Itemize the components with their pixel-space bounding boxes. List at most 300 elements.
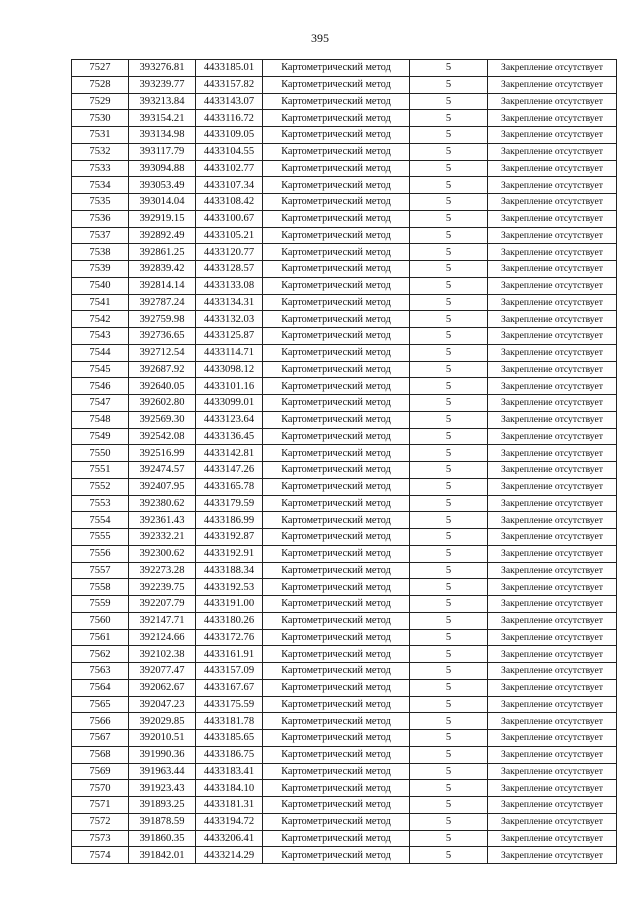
table-row (72, 713, 617, 730)
table-row (72, 60, 617, 77)
accuracy-cell: 5 (410, 428, 488, 445)
accuracy-cell: 5 (410, 160, 488, 177)
method-cell: Картометрический метод (263, 428, 410, 445)
y-coordinate-cell: 4433157.09 (196, 663, 263, 680)
fixing-note-cell: Закрепление отсутствует (488, 830, 617, 847)
x-coordinate-cell: 391990.36 (129, 746, 196, 763)
y-coordinate-cell: 4433192.91 (196, 545, 263, 562)
table-row (72, 93, 617, 110)
accuracy-cell: 5 (410, 780, 488, 797)
accuracy-cell: 5 (410, 177, 488, 194)
accuracy-cell: 5 (410, 646, 488, 663)
table-row (72, 763, 617, 780)
method-cell: Картометрический метод (263, 60, 410, 77)
y-coordinate-cell: 4433186.75 (196, 746, 263, 763)
fixing-note-cell: Закрепление отсутствует (488, 311, 617, 328)
y-coordinate-cell: 4433108.42 (196, 194, 263, 211)
method-cell: Картометрический метод (263, 663, 410, 680)
x-coordinate-cell: 392239.75 (129, 579, 196, 596)
method-cell: Картометрический метод (263, 629, 410, 646)
method-cell: Картометрический метод (263, 495, 410, 512)
fixing-note-cell: Закрепление отсутствует (488, 562, 617, 579)
y-coordinate-cell: 4433181.31 (196, 797, 263, 814)
point-number-cell: 7550 (72, 445, 129, 462)
point-number-cell: 7563 (72, 663, 129, 680)
point-number-cell: 7565 (72, 696, 129, 713)
table-row (72, 160, 617, 177)
x-coordinate-cell: 392380.62 (129, 495, 196, 512)
accuracy-cell: 5 (410, 294, 488, 311)
x-coordinate-cell: 392919.15 (129, 210, 196, 227)
point-number-cell: 7572 (72, 813, 129, 830)
point-number-cell: 7554 (72, 512, 129, 529)
y-coordinate-cell: 4433120.77 (196, 244, 263, 261)
fixing-note-cell: Закрепление отсутствует (488, 93, 617, 110)
fixing-note-cell: Закрепление отсутствует (488, 529, 617, 546)
x-coordinate-cell: 393134.98 (129, 127, 196, 144)
table-row (72, 612, 617, 629)
method-cell: Картометрический метод (263, 127, 410, 144)
table-row (72, 378, 617, 395)
y-coordinate-cell: 4433125.87 (196, 328, 263, 345)
accuracy-cell: 5 (410, 679, 488, 696)
accuracy-cell: 5 (410, 143, 488, 160)
x-coordinate-cell: 392569.30 (129, 411, 196, 428)
fixing-note-cell: Закрепление отсутствует (488, 545, 617, 562)
accuracy-cell: 5 (410, 579, 488, 596)
method-cell: Картометрический метод (263, 545, 410, 562)
y-coordinate-cell: 4433167.67 (196, 679, 263, 696)
point-number-cell: 7568 (72, 746, 129, 763)
y-coordinate-cell: 4433161.91 (196, 646, 263, 663)
method-cell: Картометрический метод (263, 529, 410, 546)
table-row (72, 629, 617, 646)
table-row (72, 646, 617, 663)
y-coordinate-cell: 4433192.87 (196, 529, 263, 546)
y-coordinate-cell: 4433114.71 (196, 344, 263, 361)
x-coordinate-cell: 392736.65 (129, 328, 196, 345)
accuracy-cell: 5 (410, 76, 488, 93)
method-cell: Картометрический метод (263, 361, 410, 378)
accuracy-cell: 5 (410, 545, 488, 562)
x-coordinate-cell: 393117.79 (129, 143, 196, 160)
accuracy-cell: 5 (410, 746, 488, 763)
y-coordinate-cell: 4433157.82 (196, 76, 263, 93)
y-coordinate-cell: 4433143.07 (196, 93, 263, 110)
method-cell: Картометрический метод (263, 261, 410, 278)
table-row (72, 328, 617, 345)
method-cell: Картометрический метод (263, 143, 410, 160)
y-coordinate-cell: 4433104.55 (196, 143, 263, 160)
fixing-note-cell: Закрепление отсутствует (488, 596, 617, 613)
accuracy-cell: 5 (410, 529, 488, 546)
table-row (72, 545, 617, 562)
fixing-note-cell: Закрепление отсутствует (488, 244, 617, 261)
point-number-cell: 7574 (72, 847, 129, 864)
point-number-cell: 7557 (72, 562, 129, 579)
y-coordinate-cell: 4433123.64 (196, 411, 263, 428)
y-coordinate-cell: 4433191.00 (196, 596, 263, 613)
x-coordinate-cell: 392361.43 (129, 512, 196, 529)
y-coordinate-cell: 4433185.65 (196, 730, 263, 747)
accuracy-cell: 5 (410, 495, 488, 512)
fixing-note-cell: Закрепление отсутствует (488, 395, 617, 412)
table-row (72, 478, 617, 495)
method-cell: Картометрический метод (263, 344, 410, 361)
fixing-note-cell: Закрепление отсутствует (488, 277, 617, 294)
x-coordinate-cell: 392516.99 (129, 445, 196, 462)
accuracy-cell: 5 (410, 830, 488, 847)
y-coordinate-cell: 4433180.26 (196, 612, 263, 629)
table-row (72, 512, 617, 529)
fixing-note-cell: Закрепление отсутствует (488, 512, 617, 529)
point-number-cell: 7549 (72, 428, 129, 445)
accuracy-cell: 5 (410, 730, 488, 747)
point-number-cell: 7528 (72, 76, 129, 93)
accuracy-cell: 5 (410, 60, 488, 77)
table-row (72, 428, 617, 445)
point-number-cell: 7553 (72, 495, 129, 512)
accuracy-cell: 5 (410, 328, 488, 345)
accuracy-cell: 5 (410, 378, 488, 395)
fixing-note-cell: Закрепление отсутствует (488, 428, 617, 445)
fixing-note-cell: Закрепление отсутствует (488, 629, 617, 646)
y-coordinate-cell: 4433186.99 (196, 512, 263, 529)
table-row (72, 294, 617, 311)
table-row (72, 411, 617, 428)
fixing-note-cell: Закрепление отсутствует (488, 261, 617, 278)
y-coordinate-cell: 4433185.01 (196, 60, 263, 77)
fixing-note-cell: Закрепление отсутствует (488, 495, 617, 512)
x-coordinate-cell: 393276.81 (129, 60, 196, 77)
point-number-cell: 7529 (72, 93, 129, 110)
point-number-cell: 7532 (72, 143, 129, 160)
y-coordinate-cell: 4433165.78 (196, 478, 263, 495)
method-cell: Картометрический метод (263, 227, 410, 244)
table-row (72, 830, 617, 847)
fixing-note-cell: Закрепление отсутствует (488, 210, 617, 227)
method-cell: Картометрический метод (263, 746, 410, 763)
accuracy-cell: 5 (410, 244, 488, 261)
accuracy-cell: 5 (410, 612, 488, 629)
x-coordinate-cell: 392273.28 (129, 562, 196, 579)
accuracy-cell: 5 (410, 311, 488, 328)
fixing-note-cell: Закрепление отсутствует (488, 797, 617, 814)
y-coordinate-cell: 4433101.16 (196, 378, 263, 395)
accuracy-cell: 5 (410, 629, 488, 646)
table-row (72, 495, 617, 512)
y-coordinate-cell: 4433192.53 (196, 579, 263, 596)
point-number-cell: 7543 (72, 328, 129, 345)
table-row (72, 679, 617, 696)
accuracy-cell: 5 (410, 713, 488, 730)
table-row (72, 143, 617, 160)
point-number-cell: 7559 (72, 596, 129, 613)
table-row (72, 311, 617, 328)
coordinates-table-body (72, 60, 617, 864)
x-coordinate-cell: 391923.43 (129, 780, 196, 797)
fixing-note-cell: Закрепление отсутствует (488, 813, 617, 830)
method-cell: Картометрический метод (263, 210, 410, 227)
point-number-cell: 7527 (72, 60, 129, 77)
accuracy-cell: 5 (410, 562, 488, 579)
y-coordinate-cell: 4433179.59 (196, 495, 263, 512)
table-row (72, 210, 617, 227)
y-coordinate-cell: 4433132.03 (196, 311, 263, 328)
method-cell: Картометрический метод (263, 76, 410, 93)
fixing-note-cell: Закрепление отсутствует (488, 344, 617, 361)
fixing-note-cell: Закрепление отсутствует (488, 110, 617, 127)
accuracy-cell: 5 (410, 445, 488, 462)
table-row (72, 780, 617, 797)
method-cell: Картометрический метод (263, 277, 410, 294)
accuracy-cell: 5 (410, 462, 488, 479)
table-row (72, 596, 617, 613)
y-coordinate-cell: 4433105.21 (196, 227, 263, 244)
fixing-note-cell: Закрепление отсутствует (488, 194, 617, 211)
fixing-note-cell: Закрепление отсутствует (488, 679, 617, 696)
method-cell: Картометрический метод (263, 562, 410, 579)
fixing-note-cell: Закрепление отсутствует (488, 177, 617, 194)
fixing-note-cell: Закрепление отсутствует (488, 730, 617, 747)
fixing-note-cell: Закрепление отсутствует (488, 746, 617, 763)
table-row (72, 261, 617, 278)
point-number-cell: 7562 (72, 646, 129, 663)
method-cell: Картометрический метод (263, 646, 410, 663)
table-row (72, 579, 617, 596)
x-coordinate-cell: 392300.62 (129, 545, 196, 562)
x-coordinate-cell: 392332.21 (129, 529, 196, 546)
table-row (72, 813, 617, 830)
point-number-cell: 7544 (72, 344, 129, 361)
table-row (72, 395, 617, 412)
method-cell: Картометрический метод (263, 177, 410, 194)
method-cell: Картометрический метод (263, 713, 410, 730)
x-coordinate-cell: 392077.47 (129, 663, 196, 680)
fixing-note-cell: Закрепление отсутствует (488, 127, 617, 144)
x-coordinate-cell: 393014.04 (129, 194, 196, 211)
fixing-note-cell: Закрепление отсутствует (488, 411, 617, 428)
y-coordinate-cell: 4433134.31 (196, 294, 263, 311)
accuracy-cell: 5 (410, 194, 488, 211)
method-cell: Картометрический метод (263, 294, 410, 311)
x-coordinate-cell: 392892.49 (129, 227, 196, 244)
x-coordinate-cell: 393154.21 (129, 110, 196, 127)
table-row (72, 445, 617, 462)
method-cell: Картометрический метод (263, 797, 410, 814)
method-cell: Картометрический метод (263, 110, 410, 127)
method-cell: Картометрический метод (263, 395, 410, 412)
y-coordinate-cell: 4433206.41 (196, 830, 263, 847)
table-row (72, 227, 617, 244)
method-cell: Картометрический метод (263, 378, 410, 395)
y-coordinate-cell: 4433184.10 (196, 780, 263, 797)
x-coordinate-cell: 392712.54 (129, 344, 196, 361)
y-coordinate-cell: 4433172.76 (196, 629, 263, 646)
method-cell: Картометрический метод (263, 763, 410, 780)
method-cell: Картометрический метод (263, 93, 410, 110)
fixing-note-cell: Закрепление отсутствует (488, 445, 617, 462)
point-number-cell: 7569 (72, 763, 129, 780)
accuracy-cell: 5 (410, 361, 488, 378)
fixing-note-cell: Закрепление отсутствует (488, 328, 617, 345)
point-number-cell: 7547 (72, 395, 129, 412)
method-cell: Картометрический метод (263, 462, 410, 479)
x-coordinate-cell: 392207.79 (129, 596, 196, 613)
table-row (72, 696, 617, 713)
point-number-cell: 7530 (72, 110, 129, 127)
accuracy-cell: 5 (410, 696, 488, 713)
fixing-note-cell: Закрепление отсутствует (488, 462, 617, 479)
y-coordinate-cell: 4433133.08 (196, 277, 263, 294)
fixing-note-cell: Закрепление отсутствует (488, 663, 617, 680)
accuracy-cell: 5 (410, 110, 488, 127)
x-coordinate-cell: 391842.01 (129, 847, 196, 864)
table-row (72, 746, 617, 763)
x-coordinate-cell: 392029.85 (129, 713, 196, 730)
fixing-note-cell: Закрепление отсутствует (488, 713, 617, 730)
table-row (72, 847, 617, 864)
table-row (72, 361, 617, 378)
accuracy-cell: 5 (410, 813, 488, 830)
x-coordinate-cell: 392861.25 (129, 244, 196, 261)
method-cell: Картометрический метод (263, 596, 410, 613)
y-coordinate-cell: 4433098.12 (196, 361, 263, 378)
fixing-note-cell: Закрепление отсутствует (488, 780, 617, 797)
method-cell: Картометрический метод (263, 160, 410, 177)
method-cell: Картометрический метод (263, 244, 410, 261)
x-coordinate-cell: 392687.92 (129, 361, 196, 378)
fixing-note-cell: Закрепление отсутствует (488, 227, 617, 244)
x-coordinate-cell: 392542.08 (129, 428, 196, 445)
coordinates-table (71, 59, 617, 864)
fixing-note-cell: Закрепление отсутствует (488, 696, 617, 713)
y-coordinate-cell: 4433102.77 (196, 160, 263, 177)
table-row (72, 194, 617, 211)
table-row (72, 344, 617, 361)
accuracy-cell: 5 (410, 411, 488, 428)
point-number-cell: 7534 (72, 177, 129, 194)
x-coordinate-cell: 391878.59 (129, 813, 196, 830)
fixing-note-cell: Закрепление отсутствует (488, 478, 617, 495)
y-coordinate-cell: 4433142.81 (196, 445, 263, 462)
table-row (72, 110, 617, 127)
table-row (72, 562, 617, 579)
x-coordinate-cell: 393053.49 (129, 177, 196, 194)
fixing-note-cell: Закрепление отсутствует (488, 361, 617, 378)
point-number-cell: 7555 (72, 529, 129, 546)
method-cell: Картометрический метод (263, 612, 410, 629)
point-number-cell: 7546 (72, 378, 129, 395)
method-cell: Картометрический метод (263, 679, 410, 696)
x-coordinate-cell: 392102.38 (129, 646, 196, 663)
y-coordinate-cell: 4433175.59 (196, 696, 263, 713)
method-cell: Картометрический метод (263, 696, 410, 713)
method-cell: Картометрический метод (263, 813, 410, 830)
accuracy-cell: 5 (410, 261, 488, 278)
point-number-cell: 7552 (72, 478, 129, 495)
method-cell: Картометрический метод (263, 512, 410, 529)
point-number-cell: 7558 (72, 579, 129, 596)
fixing-note-cell: Закрепление отсутствует (488, 294, 617, 311)
x-coordinate-cell: 392124.66 (129, 629, 196, 646)
x-coordinate-cell: 393094.88 (129, 160, 196, 177)
accuracy-cell: 5 (410, 797, 488, 814)
accuracy-cell: 5 (410, 93, 488, 110)
point-number-cell: 7556 (72, 545, 129, 562)
accuracy-cell: 5 (410, 395, 488, 412)
method-cell: Картометрический метод (263, 847, 410, 864)
accuracy-cell: 5 (410, 127, 488, 144)
y-coordinate-cell: 4433099.01 (196, 395, 263, 412)
accuracy-cell: 5 (410, 512, 488, 529)
accuracy-cell: 5 (410, 596, 488, 613)
y-coordinate-cell: 4433107.34 (196, 177, 263, 194)
fixing-note-cell: Закрепление отсутствует (488, 60, 617, 77)
y-coordinate-cell: 4433181.78 (196, 713, 263, 730)
x-coordinate-cell: 392759.98 (129, 311, 196, 328)
point-number-cell: 7533 (72, 160, 129, 177)
accuracy-cell: 5 (410, 763, 488, 780)
fixing-note-cell: Закрепление отсутствует (488, 378, 617, 395)
y-coordinate-cell: 4433109.05 (196, 127, 263, 144)
point-number-cell: 7535 (72, 194, 129, 211)
point-number-cell: 7542 (72, 311, 129, 328)
fixing-note-cell: Закрепление отсутствует (488, 612, 617, 629)
x-coordinate-cell: 392814.14 (129, 277, 196, 294)
accuracy-cell: 5 (410, 847, 488, 864)
y-coordinate-cell: 4433100.67 (196, 210, 263, 227)
fixing-note-cell: Закрепление отсутствует (488, 847, 617, 864)
x-coordinate-cell: 392407.95 (129, 478, 196, 495)
accuracy-cell: 5 (410, 344, 488, 361)
point-number-cell: 7566 (72, 713, 129, 730)
method-cell: Картометрический метод (263, 445, 410, 462)
fixing-note-cell: Закрепление отсутствует (488, 646, 617, 663)
page-number: 395 (311, 31, 329, 45)
table-row (72, 277, 617, 294)
method-cell: Картометрический метод (263, 194, 410, 211)
point-number-cell: 7531 (72, 127, 129, 144)
x-coordinate-cell: 391893.25 (129, 797, 196, 814)
x-coordinate-cell: 392640.05 (129, 378, 196, 395)
point-number-cell: 7539 (72, 261, 129, 278)
x-coordinate-cell: 392062.67 (129, 679, 196, 696)
x-coordinate-cell: 391860.35 (129, 830, 196, 847)
point-number-cell: 7571 (72, 797, 129, 814)
accuracy-cell: 5 (410, 478, 488, 495)
x-coordinate-cell: 393239.77 (129, 76, 196, 93)
table-row (72, 127, 617, 144)
point-number-cell: 7570 (72, 780, 129, 797)
y-coordinate-cell: 4433194.72 (196, 813, 263, 830)
table-row (72, 797, 617, 814)
y-coordinate-cell: 4433116.72 (196, 110, 263, 127)
x-coordinate-cell: 392010.51 (129, 730, 196, 747)
point-number-cell: 7564 (72, 679, 129, 696)
x-coordinate-cell: 393213.84 (129, 93, 196, 110)
table-row (72, 462, 617, 479)
point-number-cell: 7541 (72, 294, 129, 311)
fixing-note-cell: Закрепление отсутствует (488, 143, 617, 160)
x-coordinate-cell: 392602.80 (129, 395, 196, 412)
y-coordinate-cell: 4433214.29 (196, 847, 263, 864)
x-coordinate-cell: 391963.44 (129, 763, 196, 780)
point-number-cell: 7540 (72, 277, 129, 294)
method-cell: Картометрический метод (263, 311, 410, 328)
fixing-note-cell: Закрепление отсутствует (488, 579, 617, 596)
method-cell: Картометрический метод (263, 328, 410, 345)
